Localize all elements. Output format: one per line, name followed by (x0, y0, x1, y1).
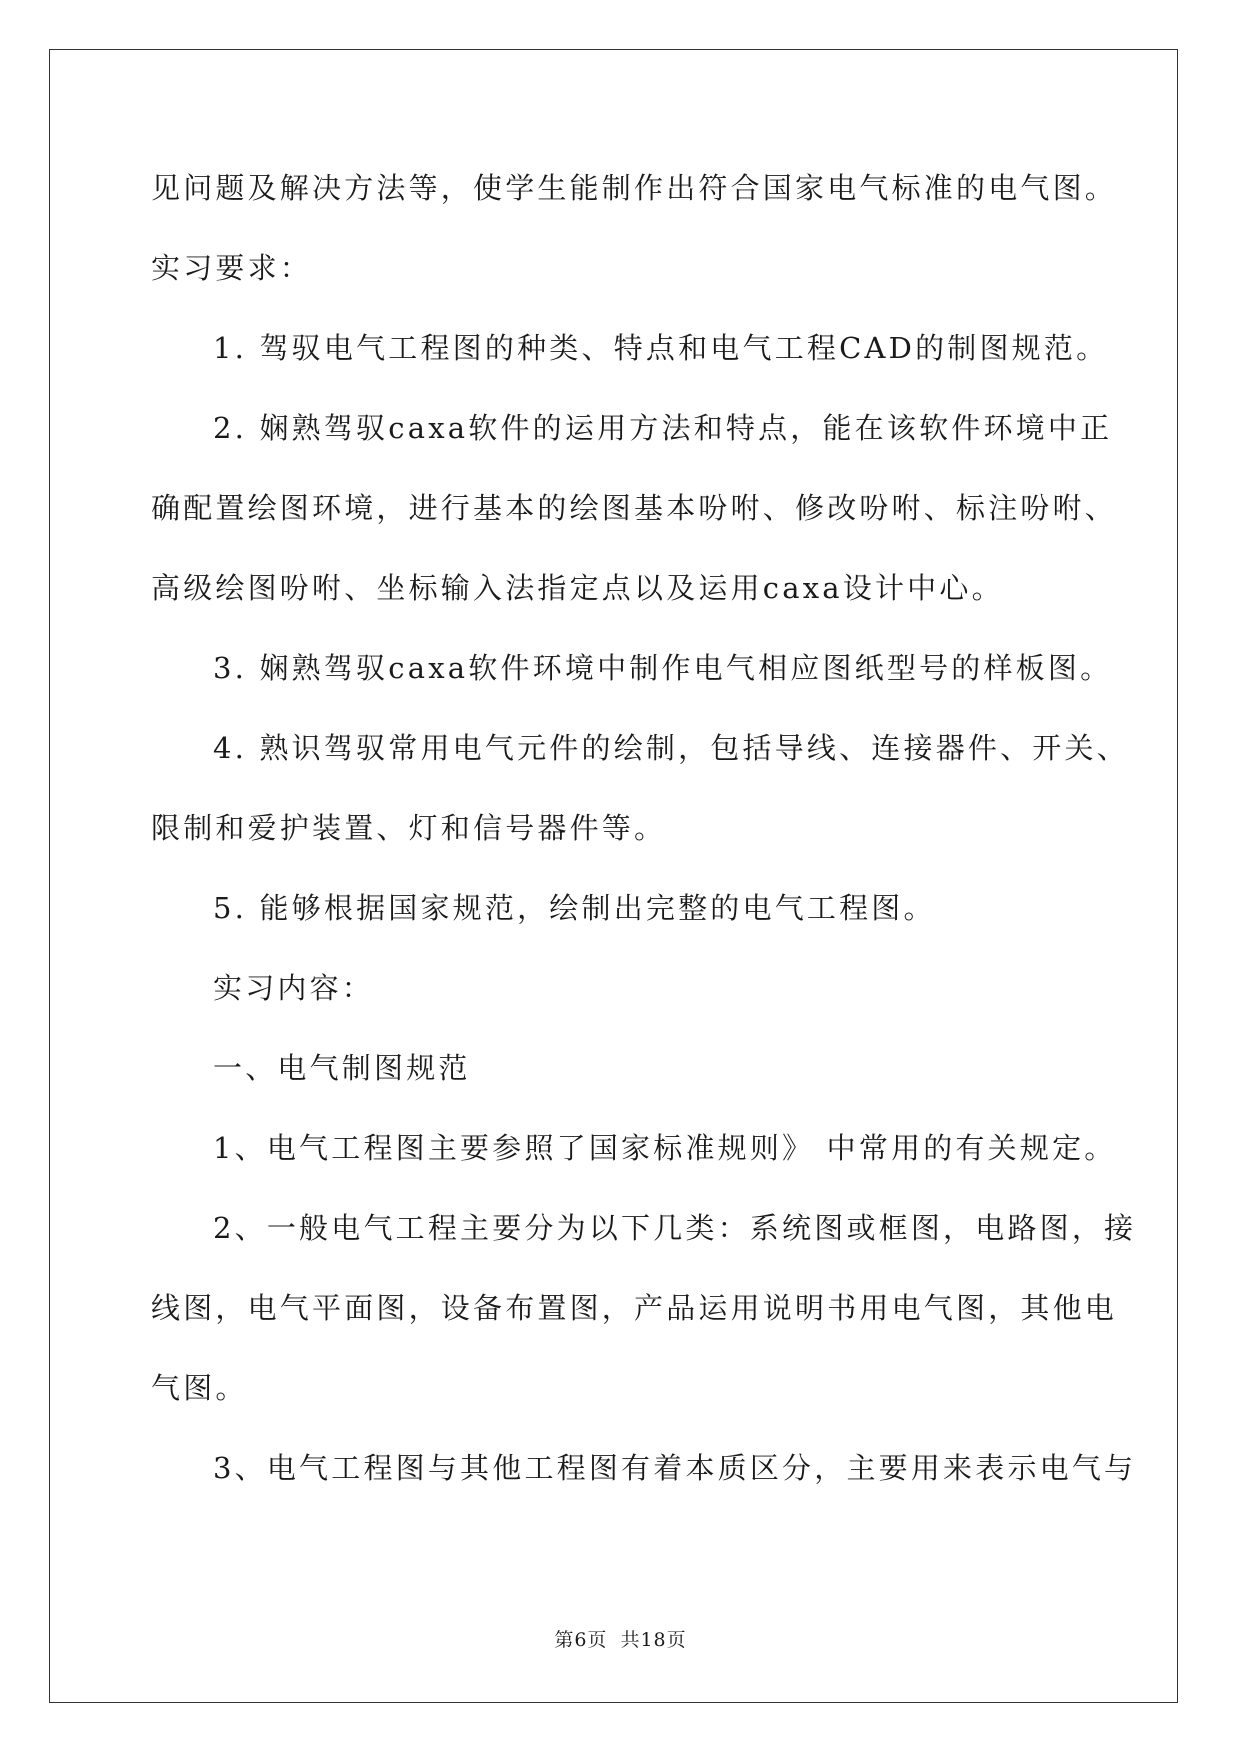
section-heading: 实习要求： (151, 251, 313, 285)
text-line: 见问题及解决方法等，使学生能制作出符合国家电气标准的电气图。 (151, 171, 1118, 205)
text-line: 高级绘图吩咐、坐标输入法指定点以及运用caxa设计中心。 (151, 571, 1004, 605)
text-line: 气图。 (151, 1371, 248, 1405)
text-line: 4. 熟识驾驭常用电气元件的绘制，包括导线、连接器件、开关、 (213, 731, 1129, 765)
text-line: 确配置绘图环境，进行基本的绘图基本吩咐、修改吩咐、标注吩咐、 (151, 491, 1118, 525)
page-footer (0, 1625, 1241, 1652)
text-line: 2. 娴熟驾驭caxa软件的运用方法和特点，能在该软件环境中正 (213, 411, 1113, 445)
text-line: 1. 驾驭电气工程图的种类、特点和电气工程CAD的制图规范。 (213, 331, 1109, 365)
section-heading: 一、电气制图规范 (213, 1051, 471, 1085)
text-line: 限制和爱护装置、灯和信号器件等。 (151, 811, 667, 845)
text-line: 3、电气工程图与其他工程图有着本质区分，主要用来表示电气与 (213, 1451, 1137, 1485)
page-total: 共18页 (620, 1629, 687, 1651)
text-line: 5. 能够根据国家规范，绘制出完整的电气工程图。 (213, 891, 936, 925)
text-line: 2、一般电气工程主要分为以下几类：系统图或框图，电路图，接 (213, 1211, 1137, 1245)
text-line: 线图，电气平面图，设备布置图，产品运用说明书用电气图，其他电 (151, 1291, 1118, 1325)
text-line: 1、电气工程图主要参照了国家标准规则》 中常用的有关规定。 (213, 1131, 1117, 1165)
text-line: 3. 娴熟驾驭caxa软件环境中制作电气相应图纸型号的样板图。 (213, 651, 1113, 685)
section-heading: 实习内容： (213, 971, 375, 1005)
page-number: 第6页 (554, 1629, 608, 1651)
